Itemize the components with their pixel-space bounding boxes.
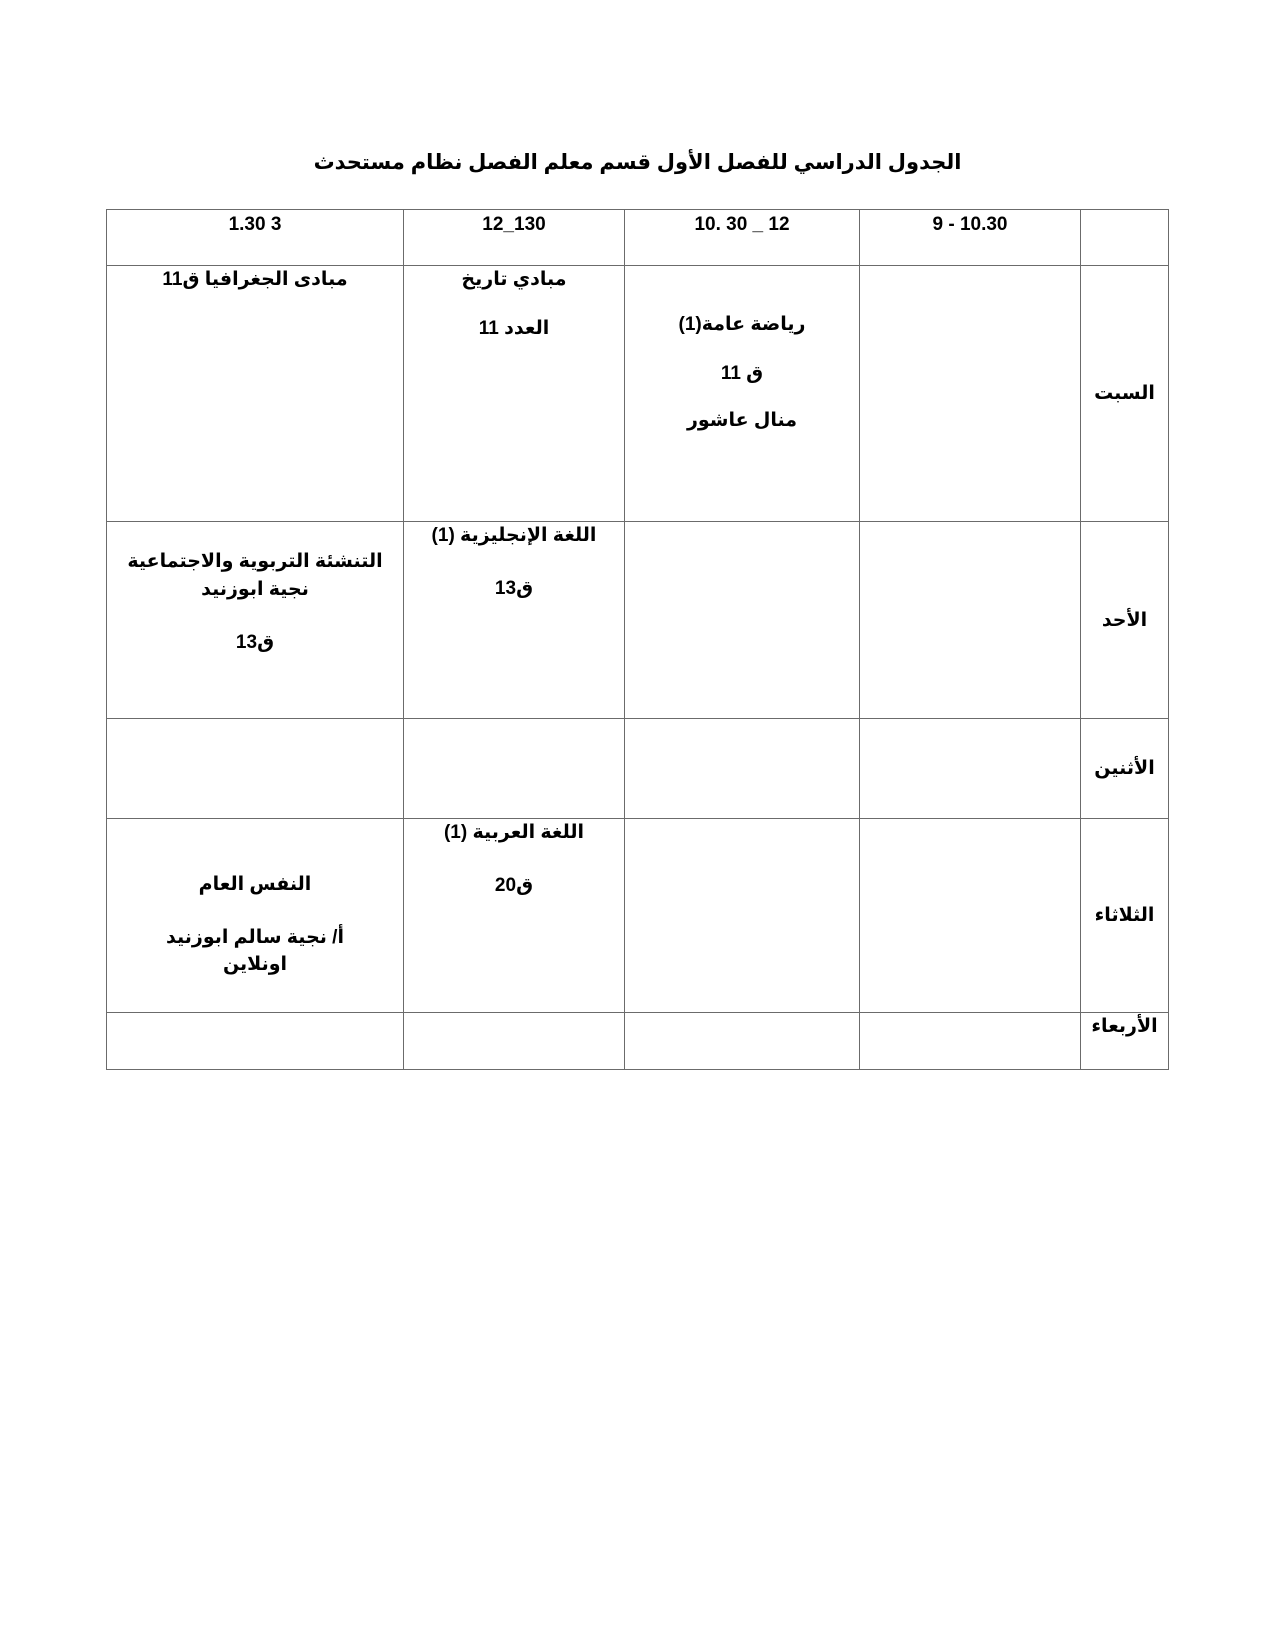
header-slot-1 xyxy=(860,210,1081,266)
delivery-mode: اونلاين xyxy=(222,954,288,975)
header-slot-2 xyxy=(625,210,860,266)
cell-sat-slot1 xyxy=(860,266,1081,522)
cell-wed-slot1 xyxy=(860,1013,1081,1070)
room-number: ق 11 xyxy=(720,363,764,384)
course-name: اللغة العربية (1) xyxy=(443,822,585,843)
room-number: ق13 xyxy=(494,578,534,599)
day-wednesday xyxy=(1081,1013,1169,1070)
cell-sat-slot3 xyxy=(404,266,625,522)
cell-sun-slot3 xyxy=(404,522,625,719)
day-sunday: الأحد xyxy=(1081,522,1169,719)
room-number: العدد 11 xyxy=(478,318,550,339)
cell-tue-slot3 xyxy=(404,819,625,1013)
cell-wed-slot2 xyxy=(625,1013,860,1070)
room-number: ق13 xyxy=(235,632,275,653)
course-name: اللغة الإنجليزية (1) xyxy=(431,525,597,546)
header-row xyxy=(107,210,1169,266)
header-slot-4 xyxy=(107,210,404,266)
cell-wed-slot4 xyxy=(107,1013,404,1070)
row-sunday xyxy=(107,522,1169,719)
page-title: الجدول الدراسي للفصل الأول قسم معلم الفصل نظام مستحدث xyxy=(313,151,962,174)
cell-wed-slot3 xyxy=(404,1013,625,1070)
day-tuesday: الثلاثاء xyxy=(1081,819,1169,1013)
cell-mon-slot2 xyxy=(625,719,860,819)
header-slot-1-label: 9 - 10.30 xyxy=(932,214,1008,235)
row-monday xyxy=(107,719,1169,819)
room-number: ق20 xyxy=(494,875,534,896)
row-wednesday xyxy=(107,1013,1169,1070)
cell-sat-slot4 xyxy=(107,266,404,522)
cell-mon-slot3 xyxy=(404,719,625,819)
day-wednesday-label: الأربعاء xyxy=(1091,1016,1158,1037)
header-slot-4-label: 1.30 3 xyxy=(228,214,282,235)
course-name: رياضة عامة(1) xyxy=(678,314,806,335)
row-tuesday xyxy=(107,819,1169,1013)
cell-mon-slot4 xyxy=(107,719,404,819)
day-saturday: السبت xyxy=(1081,266,1169,522)
cell-tue-slot1 xyxy=(860,819,1081,1013)
header-slot-3 xyxy=(404,210,625,266)
header-slot-3-label: 12_130 xyxy=(482,214,546,235)
cell-tue-slot4 xyxy=(107,819,404,1013)
course-name: مبادى الجغرافيا ق11 xyxy=(162,269,348,290)
course-name: التنشئة التربوية والاجتماعية xyxy=(127,551,383,572)
instructor-name: منال عاشور xyxy=(686,410,798,431)
cell-sun-slot4 xyxy=(107,522,404,719)
course-name: النفس العام xyxy=(198,874,312,895)
row-saturday xyxy=(107,266,1169,522)
course-name: مبادي تاريخ xyxy=(461,269,567,290)
cell-sun-slot1 xyxy=(860,522,1081,719)
header-slot-2-label: 10. 30 _ 12 xyxy=(694,214,790,235)
day-monday: الأثنين xyxy=(1081,719,1169,819)
cell-tue-slot2 xyxy=(625,819,860,1013)
cell-sun-slot2 xyxy=(625,522,860,719)
cell-sat-slot2 xyxy=(625,266,860,522)
instructor-name: نجية ابوزنيد xyxy=(201,579,309,600)
instructor-name: أ/ نجية سالم ابوزنيد xyxy=(166,927,344,948)
header-corner xyxy=(1081,210,1169,266)
schedule-table xyxy=(106,209,1169,1070)
cell-mon-slot1 xyxy=(860,719,1081,819)
